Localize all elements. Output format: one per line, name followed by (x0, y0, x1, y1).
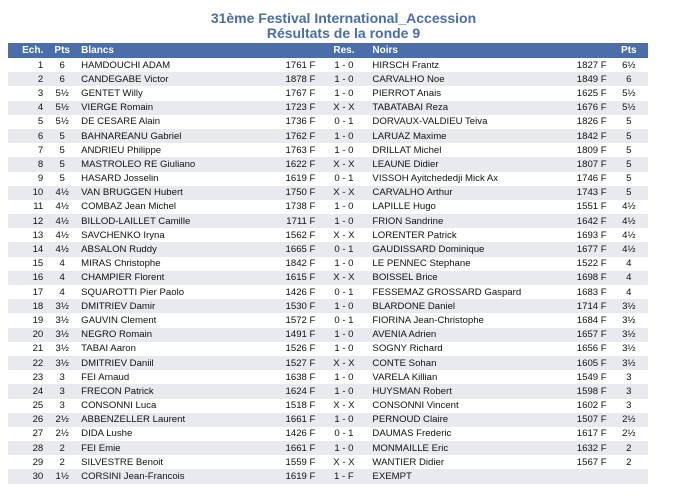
white-player-elo: 1723 F (267, 101, 318, 115)
black-player-elo: 1632 F (557, 441, 610, 455)
black-points: 3½ (610, 342, 648, 356)
white-player-name: SAVCHENKO Iryna (78, 228, 267, 242)
black-player-elo: 1849 F (557, 72, 610, 86)
board-number: 4 (8, 101, 46, 115)
white-player-elo: 1619 F (267, 172, 318, 186)
board-number: 26 (8, 413, 46, 427)
black-player-elo: 1551 F (557, 200, 610, 214)
white-player-name: DE CESARE Alain (78, 115, 267, 129)
black-player-name: FRION Sandrine (369, 214, 556, 228)
header-res: Res. (318, 43, 369, 58)
white-points: 1½ (46, 469, 78, 483)
white-player-name: BILLOD-LAILLET Camille (78, 214, 267, 228)
white-player-elo: 1619 F (267, 469, 318, 483)
table-row (8, 413, 648, 427)
black-player-elo: 1549 F (557, 370, 610, 384)
black-points: 5 (610, 129, 648, 143)
header-black: Noirs (369, 43, 556, 58)
white-player-elo: 1638 F (267, 370, 318, 384)
black-points: 5 (610, 157, 648, 171)
board-number: 16 (8, 271, 46, 285)
header-pts: Pts (46, 43, 78, 58)
black-points: 4 (610, 271, 648, 285)
white-points: 3½ (46, 313, 78, 327)
white-player-name: VAN BRUGGEN Hubert (78, 186, 267, 200)
black-points: 2½ (610, 427, 648, 441)
black-player-elo: 1827 F (557, 58, 610, 72)
black-player-name: EXEMPT (369, 469, 556, 483)
white-player-name: FEI Emie (78, 441, 267, 455)
white-player-elo: 1761 F (267, 58, 318, 72)
board-number: 9 (8, 172, 46, 186)
table-row (8, 172, 648, 186)
black-points (610, 469, 648, 483)
board-number: 21 (8, 342, 46, 356)
table-row (8, 101, 648, 115)
black-player-elo: 1746 F (557, 172, 610, 186)
game-result: 1 - 0 (318, 257, 369, 271)
header-ech: Ech. (8, 43, 46, 58)
table-header-row (8, 43, 648, 58)
black-player-elo: 1676 F (557, 101, 610, 115)
white-points: 4½ (46, 214, 78, 228)
black-player-name: DRILLAT Michel (369, 143, 556, 157)
black-points: 4½ (610, 242, 648, 256)
black-player-name: LAPILLE Hugo (369, 200, 556, 214)
header-pts-black: Pts (610, 43, 648, 58)
white-player-elo: 1711 F (267, 214, 318, 228)
black-points: 4 (610, 285, 648, 299)
page-subtitle: Résultats de la ronde 9 (266, 25, 421, 41)
board-number: 1 (8, 58, 46, 72)
black-points: 3½ (610, 356, 648, 370)
table-row (8, 58, 648, 72)
white-player-elo: 1615 F (267, 271, 318, 285)
white-points: 4 (46, 271, 78, 285)
board-number: 25 (8, 399, 46, 413)
header-black-elo (557, 43, 610, 58)
white-points: 5 (46, 129, 78, 143)
black-points: 6½ (610, 58, 648, 72)
white-points: 5 (46, 157, 78, 171)
white-player-elo: 1842 F (267, 257, 318, 271)
black-player-name: LEAUNE Didier (369, 157, 556, 171)
white-player-name: CONSONNI Luca (78, 399, 267, 413)
black-player-name: VISSOH Ayitchededji Mick Ax (369, 172, 556, 186)
black-player-elo: 1693 F (557, 228, 610, 242)
board-number: 17 (8, 285, 46, 299)
black-player-name: DAUMAS Frederic (369, 427, 556, 441)
game-result: 1 - 0 (318, 143, 369, 157)
table-row (8, 399, 648, 413)
black-player-elo: 1809 F (557, 143, 610, 157)
black-player-elo: 1656 F (557, 342, 610, 356)
black-player-elo: 1605 F (557, 356, 610, 370)
white-player-name: GAUVIN Clement (78, 313, 267, 327)
white-points: 4½ (46, 186, 78, 200)
game-result: 1 - 0 (318, 200, 369, 214)
game-result: 0 - 1 (318, 242, 369, 256)
board-number: 22 (8, 356, 46, 370)
board-number: 15 (8, 257, 46, 271)
black-player-elo: 1677 F (557, 242, 610, 256)
black-player-elo: 1522 F (557, 257, 610, 271)
table-row (8, 129, 648, 143)
black-points: 5 (610, 115, 648, 129)
page-title: 31ème Festival International_Accession (210, 10, 477, 26)
black-points: 3½ (610, 313, 648, 327)
black-player-elo: 1683 F (557, 285, 610, 299)
white-player-elo: 1622 F (267, 157, 318, 171)
board-number: 5 (8, 115, 46, 129)
white-player-elo: 1491 F (267, 328, 318, 342)
game-result: 1 - 0 (318, 58, 369, 72)
white-points: 5½ (46, 86, 78, 100)
black-points: 5 (610, 143, 648, 157)
white-player-name: FRECON Patrick (78, 384, 267, 398)
black-points: 2 (610, 455, 648, 469)
white-points: 3½ (46, 342, 78, 356)
white-points: 2 (46, 441, 78, 455)
black-player-elo: 1642 F (557, 214, 610, 228)
table-body (8, 58, 648, 484)
black-player-name: BLARDONE Daniel (369, 299, 556, 313)
white-player-elo: 1518 F (267, 399, 318, 413)
pairings-table (8, 43, 648, 484)
game-result: 1 - 0 (318, 342, 369, 356)
black-player-name: HUYSMAN Robert (369, 384, 556, 398)
board-number: 2 (8, 72, 46, 86)
white-player-name: ABBENZELLER Laurent (78, 413, 267, 427)
white-player-elo: 1426 F (267, 285, 318, 299)
table-row (8, 384, 648, 398)
black-player-name: BOISSEL Brice (369, 271, 556, 285)
board-number: 13 (8, 228, 46, 242)
white-player-elo: 1661 F (267, 441, 318, 455)
white-player-elo: 1624 F (267, 384, 318, 398)
black-points: 3½ (610, 299, 648, 313)
board-number: 12 (8, 214, 46, 228)
white-player-elo: 1426 F (267, 427, 318, 441)
white-player-name: HASARD Josselin (78, 172, 267, 186)
white-points: 6 (46, 58, 78, 72)
table-row (8, 257, 648, 271)
black-points: 2½ (610, 413, 648, 427)
board-number: 27 (8, 427, 46, 441)
white-points: 5 (46, 172, 78, 186)
game-result: 1 - 0 (318, 441, 369, 455)
game-result: 0 - 1 (318, 115, 369, 129)
white-player-name: MASTROLEO RE Giuliano (78, 157, 267, 171)
white-player-elo: 1762 F (267, 129, 318, 143)
white-points: 4½ (46, 200, 78, 214)
black-points: 3 (610, 384, 648, 398)
white-player-name: NEGRO Romain (78, 328, 267, 342)
white-player-name: BAHNAREANU Gabriel (78, 129, 267, 143)
white-player-elo: 1665 F (267, 242, 318, 256)
black-player-elo: 1807 F (557, 157, 610, 171)
board-number: 20 (8, 328, 46, 342)
game-result: 1 - 0 (318, 86, 369, 100)
white-points: 3 (46, 370, 78, 384)
game-result: 0 - 1 (318, 427, 369, 441)
table-row (8, 342, 648, 356)
white-player-name: FEI Arnaud (78, 370, 267, 384)
table-row (8, 427, 648, 441)
game-result: X - X (318, 271, 369, 285)
white-player-name: TABAI Aaron (78, 342, 267, 356)
white-player-elo: 1738 F (267, 200, 318, 214)
black-player-name: GAUDISSARD Dominique (369, 242, 556, 256)
white-points: 2½ (46, 413, 78, 427)
white-player-name: ABSALON Ruddy (78, 242, 267, 256)
white-player-elo: 1878 F (267, 72, 318, 86)
board-number: 19 (8, 313, 46, 327)
white-points: 6 (46, 72, 78, 86)
white-player-name: VIERGE Romain (78, 101, 267, 115)
white-points: 2 (46, 455, 78, 469)
black-player-elo: 1657 F (557, 328, 610, 342)
black-player-name: LARUAZ Maxime (369, 129, 556, 143)
white-player-name: DMITRIEV Daniil (78, 356, 267, 370)
table-row (8, 370, 648, 384)
game-result: X - X (318, 157, 369, 171)
black-player-name: LORENTER Patrick (369, 228, 556, 242)
black-player-name: FIORINA Jean-Christophe (369, 313, 556, 327)
white-points: 3½ (46, 356, 78, 370)
white-points: 5½ (46, 101, 78, 115)
board-number: 7 (8, 143, 46, 157)
black-player-elo: 1743 F (557, 186, 610, 200)
black-points: 5 (610, 172, 648, 186)
board-number: 6 (8, 129, 46, 143)
white-player-name: GENTET Willy (78, 86, 267, 100)
game-result: 1 - 0 (318, 384, 369, 398)
table-row (8, 469, 648, 483)
board-number: 30 (8, 469, 46, 483)
white-player-elo: 1572 F (267, 313, 318, 327)
black-player-name: AVENIA Adrien (369, 328, 556, 342)
black-player-name: CONTE Sohan (369, 356, 556, 370)
black-player-name: WANTIER Didier (369, 455, 556, 469)
black-points: 2 (610, 441, 648, 455)
game-result: X - X (318, 399, 369, 413)
white-points: 4½ (46, 242, 78, 256)
black-player-name: CARVALHO Noe (369, 72, 556, 86)
black-player-elo (557, 469, 610, 483)
table-row (8, 299, 648, 313)
black-points: 5 (610, 186, 648, 200)
board-number: 18 (8, 299, 46, 313)
game-result: X - X (318, 228, 369, 242)
white-player-name: HAMDOUCHI ADAM (78, 58, 267, 72)
white-player-name: CANDEGABE Victor (78, 72, 267, 86)
black-player-elo: 1602 F (557, 399, 610, 413)
table-row (8, 285, 648, 299)
black-points: 4½ (610, 228, 648, 242)
white-player-name: CHAMPIER Florent (78, 271, 267, 285)
table-row (8, 157, 648, 171)
white-points: 3 (46, 399, 78, 413)
white-player-name: MIRAS Christophe (78, 257, 267, 271)
board-number: 10 (8, 186, 46, 200)
table-row (8, 441, 648, 455)
table-row (8, 115, 648, 129)
game-result: 0 - 1 (318, 285, 369, 299)
black-points: 4½ (610, 214, 648, 228)
white-points: 3 (46, 384, 78, 398)
white-points: 2½ (46, 427, 78, 441)
white-player-name: SQUAROTTI Pier Paolo (78, 285, 267, 299)
white-player-name: COMBAZ Jean Michel (78, 200, 267, 214)
table-row (8, 228, 648, 242)
white-player-elo: 1736 F (267, 115, 318, 129)
game-result: X - X (318, 101, 369, 115)
table-row (8, 328, 648, 342)
board-number: 28 (8, 441, 46, 455)
black-points: 5½ (610, 101, 648, 115)
board-number: 14 (8, 242, 46, 256)
black-player-elo: 1625 F (557, 86, 610, 100)
table-row (8, 271, 648, 285)
black-player-name: DORVAUX-VALDIEU Teiva (369, 115, 556, 129)
board-number: 29 (8, 455, 46, 469)
black-points: 4 (610, 257, 648, 271)
white-player-elo: 1530 F (267, 299, 318, 313)
black-player-name: TABATABAI Reza (369, 101, 556, 115)
game-result: X - X (318, 186, 369, 200)
header-white: Blancs (78, 43, 267, 58)
white-player-name: ANDRIEU Philippe (78, 143, 267, 157)
black-player-name: HIRSCH Frantz (369, 58, 556, 72)
black-player-name: VARELA Killian (369, 370, 556, 384)
white-player-name: DIDA Lushe (78, 427, 267, 441)
game-result: 1 - 0 (318, 129, 369, 143)
white-player-elo: 1562 F (267, 228, 318, 242)
white-points: 5 (46, 143, 78, 157)
table-row (8, 72, 648, 86)
header-white-elo (267, 43, 318, 58)
black-player-elo: 1698 F (557, 271, 610, 285)
black-player-name: LE PENNEC Stephane (369, 257, 556, 271)
white-player-elo: 1661 F (267, 413, 318, 427)
board-number: 11 (8, 200, 46, 214)
black-player-elo: 1826 F (557, 115, 610, 129)
table-row (8, 143, 648, 157)
game-result: X - X (318, 455, 369, 469)
board-number: 24 (8, 384, 46, 398)
white-player-elo: 1527 F (267, 356, 318, 370)
game-result: 1 - 0 (318, 328, 369, 342)
black-player-elo: 1507 F (557, 413, 610, 427)
game-result: 0 - 1 (318, 313, 369, 327)
table-row (8, 313, 648, 327)
white-points: 3½ (46, 299, 78, 313)
black-player-elo: 1617 F (557, 427, 610, 441)
black-player-elo: 1567 F (557, 455, 610, 469)
table-row (8, 242, 648, 256)
black-points: 4½ (610, 200, 648, 214)
black-points: 3 (610, 370, 648, 384)
black-player-elo: 1598 F (557, 384, 610, 398)
board-number: 23 (8, 370, 46, 384)
white-points: 4 (46, 257, 78, 271)
game-result: 1 - 0 (318, 413, 369, 427)
white-player-elo: 1750 F (267, 186, 318, 200)
white-player-name: CORSINI Jean-Francois (78, 469, 267, 483)
white-player-elo: 1767 F (267, 86, 318, 100)
black-player-name: MONMAILLE Eric (369, 441, 556, 455)
white-player-elo: 1763 F (267, 143, 318, 157)
black-points: 6 (610, 72, 648, 86)
board-number: 8 (8, 157, 46, 171)
black-player-elo: 1684 F (557, 313, 610, 327)
black-player-elo: 1714 F (557, 299, 610, 313)
black-player-name: CONSONNI Vincent (369, 399, 556, 413)
black-player-name: CARVALHO Arthur (369, 186, 556, 200)
black-player-elo: 1842 F (557, 129, 610, 143)
black-player-name: PERNOUD Claire (369, 413, 556, 427)
board-number: 3 (8, 86, 46, 100)
table-row (8, 214, 648, 228)
table-row (8, 86, 648, 100)
table-row (8, 200, 648, 214)
game-result: 0 - 1 (318, 172, 369, 186)
game-result: 1 - 0 (318, 72, 369, 86)
white-player-name: SILVESTRE Benoit (78, 455, 267, 469)
black-player-name: FESSEMAZ GROSSARD Gaspard (369, 285, 556, 299)
white-points: 4½ (46, 228, 78, 242)
white-player-name: DMITRIEV Damir (78, 299, 267, 313)
game-result: 1 - 0 (318, 214, 369, 228)
white-player-elo: 1526 F (267, 342, 318, 356)
table-row (8, 455, 648, 469)
table-row (8, 186, 648, 200)
game-result: 1 - F (318, 469, 369, 483)
black-points: 3 (610, 399, 648, 413)
page-header (0, 0, 687, 41)
white-points: 3½ (46, 328, 78, 342)
white-player-elo: 1559 F (267, 455, 318, 469)
game-result: X - X (318, 356, 369, 370)
game-result: 1 - 0 (318, 370, 369, 384)
table-row (8, 356, 648, 370)
black-player-name: PIERROT Anais (369, 86, 556, 100)
black-player-name: SOGNY Richard (369, 342, 556, 356)
black-points: 5½ (610, 86, 648, 100)
white-points: 4 (46, 285, 78, 299)
white-points: 5½ (46, 115, 78, 129)
game-result: 1 - 0 (318, 299, 369, 313)
black-points: 3½ (610, 328, 648, 342)
